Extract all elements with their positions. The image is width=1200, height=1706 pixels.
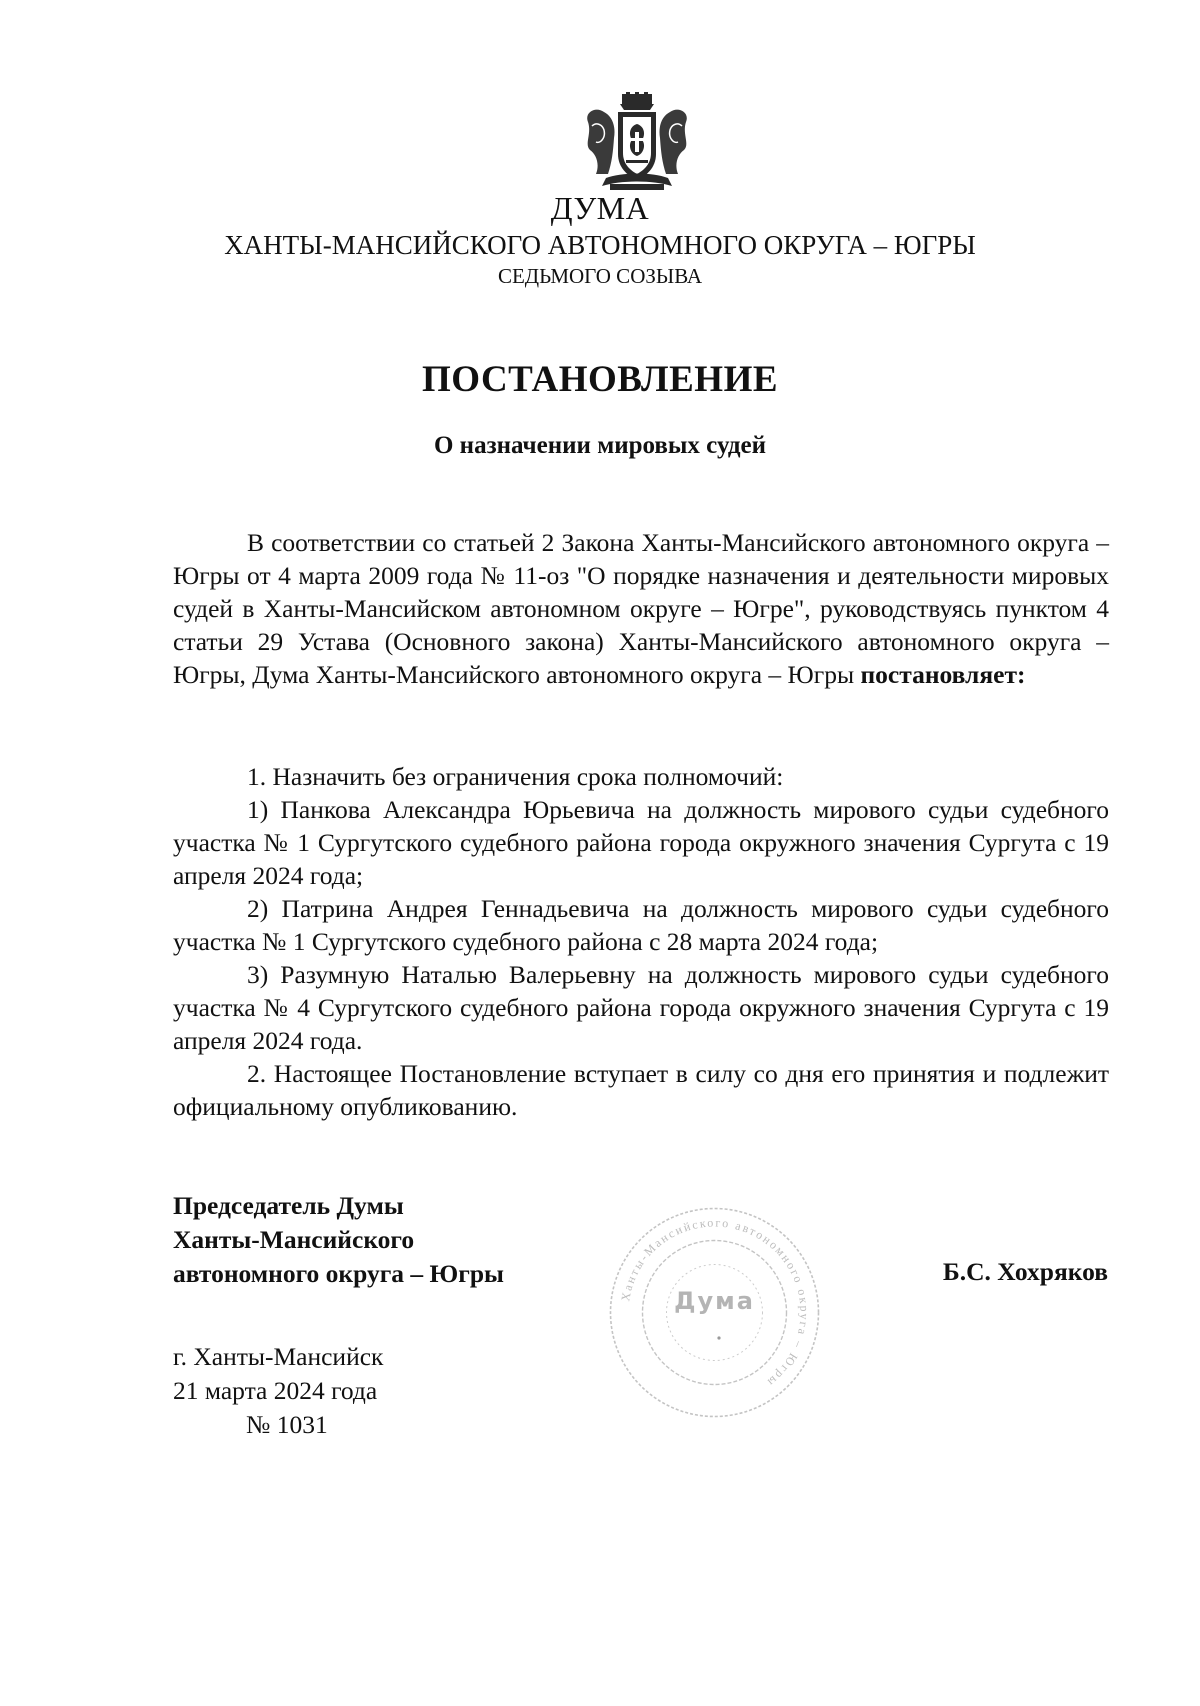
official-seal-icon <box>607 1205 822 1420</box>
preamble-paragraph <box>173 526 1109 691</box>
organization-title: ДУМА <box>550 190 650 226</box>
convocation-title: СЕДЬМОГО СОЗЫВА <box>497 264 703 288</box>
item-1-3: 3) Разумную Наталью Валерьевну на должность мирового судьи судебного участка № 4 Сургутского судебного района города окружного значения Сургута с 19 апреля 2024 года. <box>173 960 1109 1055</box>
signer-title-line-2: Ханты-Мансийского <box>173 1225 415 1254</box>
coat-of-arms-icon <box>582 92 692 192</box>
signer-title <box>173 1189 504 1291</box>
preamble-emphasis: постановляет: <box>860 660 1026 689</box>
document-footer <box>173 1340 383 1442</box>
resolution-items <box>173 760 1109 1123</box>
document-subject: О назначении мировых судей <box>433 432 767 459</box>
adoption-date: 21 марта 2024 года <box>173 1376 378 1405</box>
stamp-ring-text: Ханты-Мансийского автономного округа – Югры <box>618 1215 812 1391</box>
signer-title-line-1: Председатель Думы <box>173 1191 404 1220</box>
place-of-adoption: г. Ханты-Мансийск <box>173 1342 384 1371</box>
region-title: ХАНТЫ-МАНСИЙСКОГО АВТОНОМНОГО ОКРУГА – ЮГРЫ <box>224 230 976 260</box>
item-2: 2. Настоящее Постановление вступает в силу со дня его принятия и подлежит официальному опубликованию. <box>173 1059 1109 1121</box>
preamble-text: В соответствии со статьей 2 Закона Ханты-Мансийского автономного округа – Югры от 4 марта 2009 года № 11-оз "О порядке назначения и деятельности мировых судей в Ханты-Мансийском автономном округе – Югре", руководствуясь пунктом 4 статьи 29 Устава (Основного закона) Ханты-Мансийского автономного округа – Югры, Дума Ханты-Мансийского автономного округа – Югры <box>173 528 1109 689</box>
stamp-center-text: Дума <box>674 1287 755 1315</box>
document-number: № 1031 <box>246 1410 328 1439</box>
signer-title-line-3: автономного округа – Югры <box>173 1259 504 1288</box>
item-1: 1. Назначить без ограничения срока полномочий: <box>247 762 784 791</box>
item-1-2: 2) Патрина Андрея Геннадьевича на должность мирового судьи судебного участка № 1 Сургутского судебного района с 28 марта 2024 года; <box>173 894 1109 956</box>
document-type: ПОСТАНОВЛЕНИЕ <box>421 359 779 400</box>
item-1-1: 1) Панкова Александра Юрьевича на должность мирового судьи судебного участка № 1 Сургутского судебного района города окружного значения Сургута с 19 апреля 2024 года; <box>173 795 1109 890</box>
signer-name: Б.С. Хохряков <box>942 1257 1108 1286</box>
